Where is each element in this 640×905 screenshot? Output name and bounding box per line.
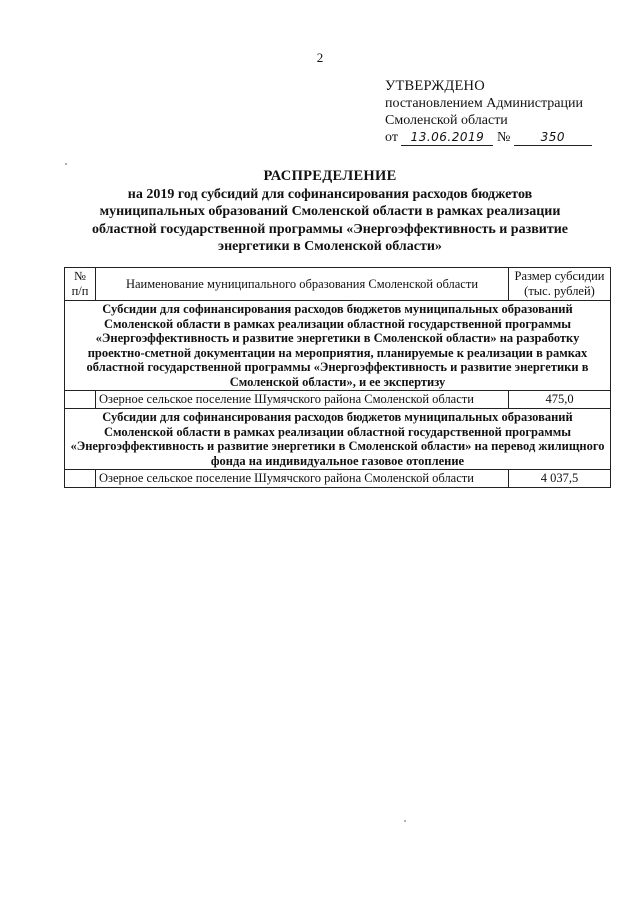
document-title [70,168,590,256]
section-title: Субсидии для софинансирования расходов бюджетов муниципальных образований Смоленской области в рамках реализации областной государственной программы «Энергоэффективность и развитие энергетики в Смоленской области» на перевод жилищного фонда на индивидуальное газовое отопление [65,409,611,470]
row-num [65,391,96,409]
scan-speck [65,163,67,165]
section-row [65,301,611,391]
table-row [65,470,611,488]
distribution-table [64,267,611,488]
table-header-row [65,268,611,301]
title-line-3: областной государственной программы «Энергоэффективность и развитие [91,221,568,237]
handwritten-number: 350 [514,129,592,146]
date-prefix: от [385,130,398,145]
row-amount: 475,0 [509,391,611,409]
title-line-1: на 2019 год субсидий для софинансирования расходов бюджетов [127,186,533,202]
header-amount: Размер субсидии (тыс. рублей) [509,268,611,301]
row-amount: 4 037,5 [509,470,611,488]
approval-line-2: Смоленской области [385,113,508,128]
header-name: Наименование муниципального образования Смоленской области [96,268,509,301]
row-name: Озерное сельское поселение Шумячского района Смоленской области [96,470,509,488]
page-number: 2 [316,50,324,65]
handwritten-date: 13.06.2019 [401,129,493,146]
section-title: Субсидии для софинансирования расходов бюджетов муниципальных образований Смоленской области в рамках реализации областной государственной программы «Энергоэффективность и развитие энергетики в Смоленской области» на разработку проектно-сметной документации на мероприятия, планируемые к реализации в рамках областной государственной программы «Энергоэффективность и развитие энергетики в Смоленской области», и ее экспертизу [65,301,611,391]
row-num [65,470,96,488]
title-heading: РАСПРЕДЕЛЕНИЕ [263,168,397,184]
title-line-2: муниципальных образований Смоленской области в рамках реализации [99,204,561,219]
table-row [65,391,611,409]
header-num: № п/п [65,268,96,301]
scan-speck [404,820,406,822]
title-line-4: энергетики в Смоленской области» [218,239,442,254]
approval-stamp [385,78,625,149]
row-name: Озерное сельское поселение Шумячского района Смоленской области [96,391,509,409]
approval-heading: УТВЕРЖДЕНО [385,78,485,94]
number-label: № [496,130,511,145]
section-row [65,409,611,470]
approval-date-line [385,129,625,149]
approval-line-1: постановлением Администрации [385,96,583,111]
